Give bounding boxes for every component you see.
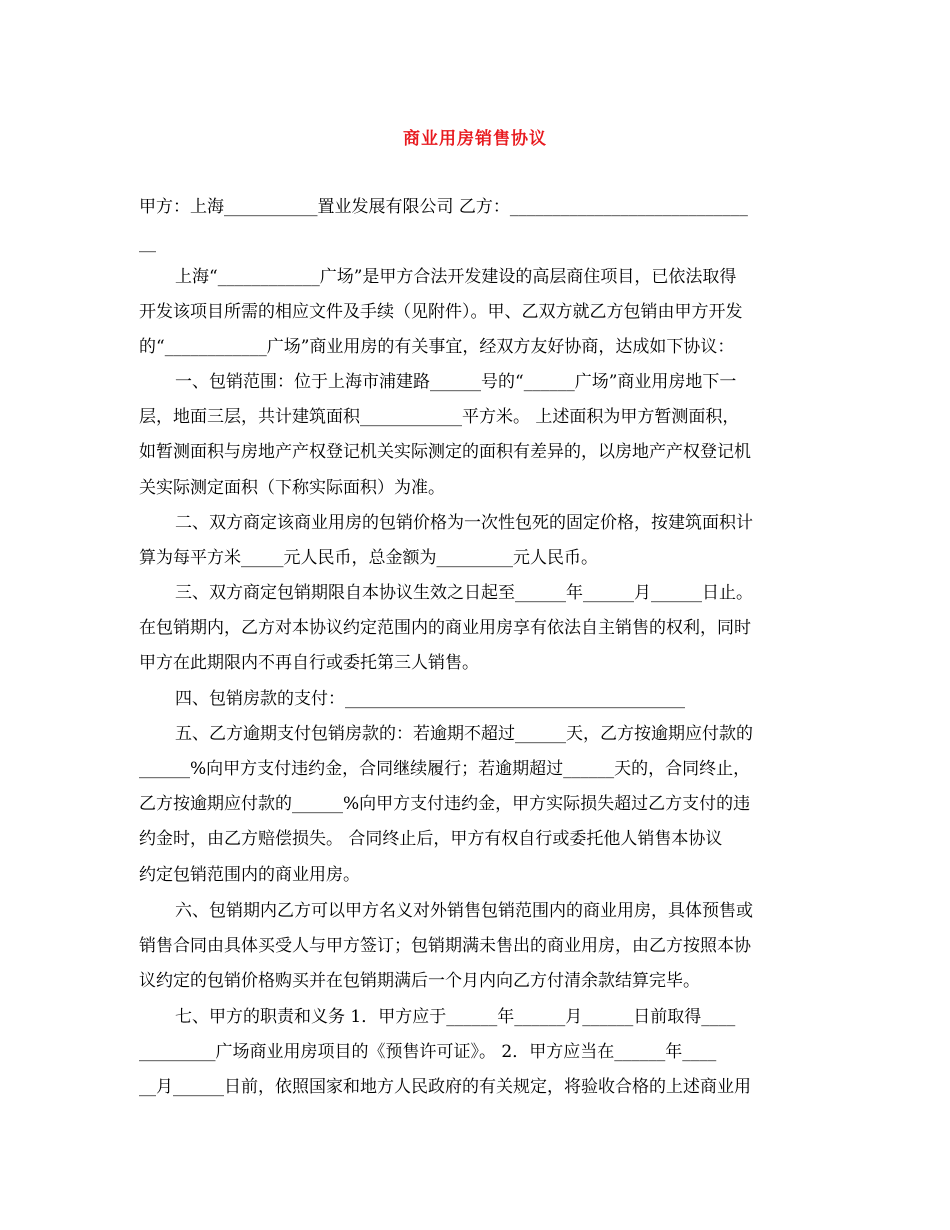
- clause-5-line: 乙方按逾期应付款的______%向甲方支付违约金，甲方实际损失超过乙方支付的违: [139, 794, 751, 814]
- clause-5-line: 约金时，由乙方赔偿损失。 合同终止后，甲方有权自行或委托他人销售本协议: [139, 829, 723, 849]
- clause-3-line: 甲方在此期限内不再自行或委托第三人销售。: [139, 653, 479, 673]
- clause-2-line: 算为每平方米_____元人民币，总金额为_________元人民币。: [139, 548, 598, 568]
- paragraph-line: 的“____________广场”商业用房的有关事宜，经双方友好协商，达成如下协议：: [139, 337, 735, 357]
- clause-5-line: 约定包销范围内的商业用房。: [139, 865, 360, 885]
- party-line: 甲方：上海___________置业发展有限公司 乙方：____________________________: [139, 197, 748, 217]
- document-title: 商业用房销售协议: [403, 129, 547, 149]
- clause-4-line: 四、包销房款的支付：________________________________________: [175, 689, 685, 709]
- clause-7-line: 七、甲方的职责和义务 1．甲方应于______年______月______日前取得____: [175, 1007, 736, 1027]
- clause-5-line: 五、乙方逾期支付包销房款的：若逾期不超过______天，乙方按逾期应付款的: [175, 724, 753, 744]
- clause-5-line: ______%向甲方支付违约金，合同继续履行；若逾期超过______天的，合同终止，: [139, 759, 751, 779]
- party-line-cont: __: [139, 233, 156, 253]
- clause-6-line: 议约定的包销价格购买并在包销期满后一个月内向乙方付清余款结算完毕。: [139, 971, 700, 991]
- clause-1-line: 一、包销范围：位于上海市浦建路______号的“______广场”商业用房地下一: [175, 372, 737, 392]
- clause-6-line: 销售合同由具体买受人与甲方签订；包销期满未售出的商业用房，由乙方按照本协: [139, 936, 751, 956]
- paragraph-line: 开发该项目所需的相应文件及手续（见附件）。甲、乙双方就乙方包销由甲方开发: [139, 302, 743, 322]
- clause-3-line: 在包销期内，乙方对本协议约定范围内的商业用房享有依法自主销售的权利，同时: [139, 618, 751, 638]
- paragraph-line: 上海“____________广场”是甲方合法开发建设的高层商住项目，已依法取得: [175, 267, 737, 287]
- clause-3-line: 三、双方商定包销期限自本协议生效之日起至______年______月______日止。: [175, 583, 753, 603]
- clause-1-line: 如暂测面积与房地产产权登记机关实际测定的面积有差异的，以房地产产权登记机: [139, 442, 751, 462]
- clause-7-line: _________广场商业用房项目的《预售许可证》。 2．甲方应当在______年____: [139, 1042, 717, 1062]
- clause-1-line: 关实际测定面积（下称实际面积）为准。: [139, 478, 445, 498]
- clause-7-line: __月______日前，依照国家和地方人民政府的有关规定，将验收合格的上述商业用: [139, 1077, 751, 1097]
- clause-6-line: 六、包销期内乙方可以甲方名义对外销售包销范围内的商业用房，具体预售或: [175, 901, 753, 921]
- clause-1-line: 层，地面三层，共计建筑面积____________平方米。 上述面积为甲方暂测面积，: [139, 407, 740, 427]
- clause-2-line: 二、双方商定该商业用房的包销价格为一次性包死的固定价格，按建筑面积计: [175, 513, 753, 533]
